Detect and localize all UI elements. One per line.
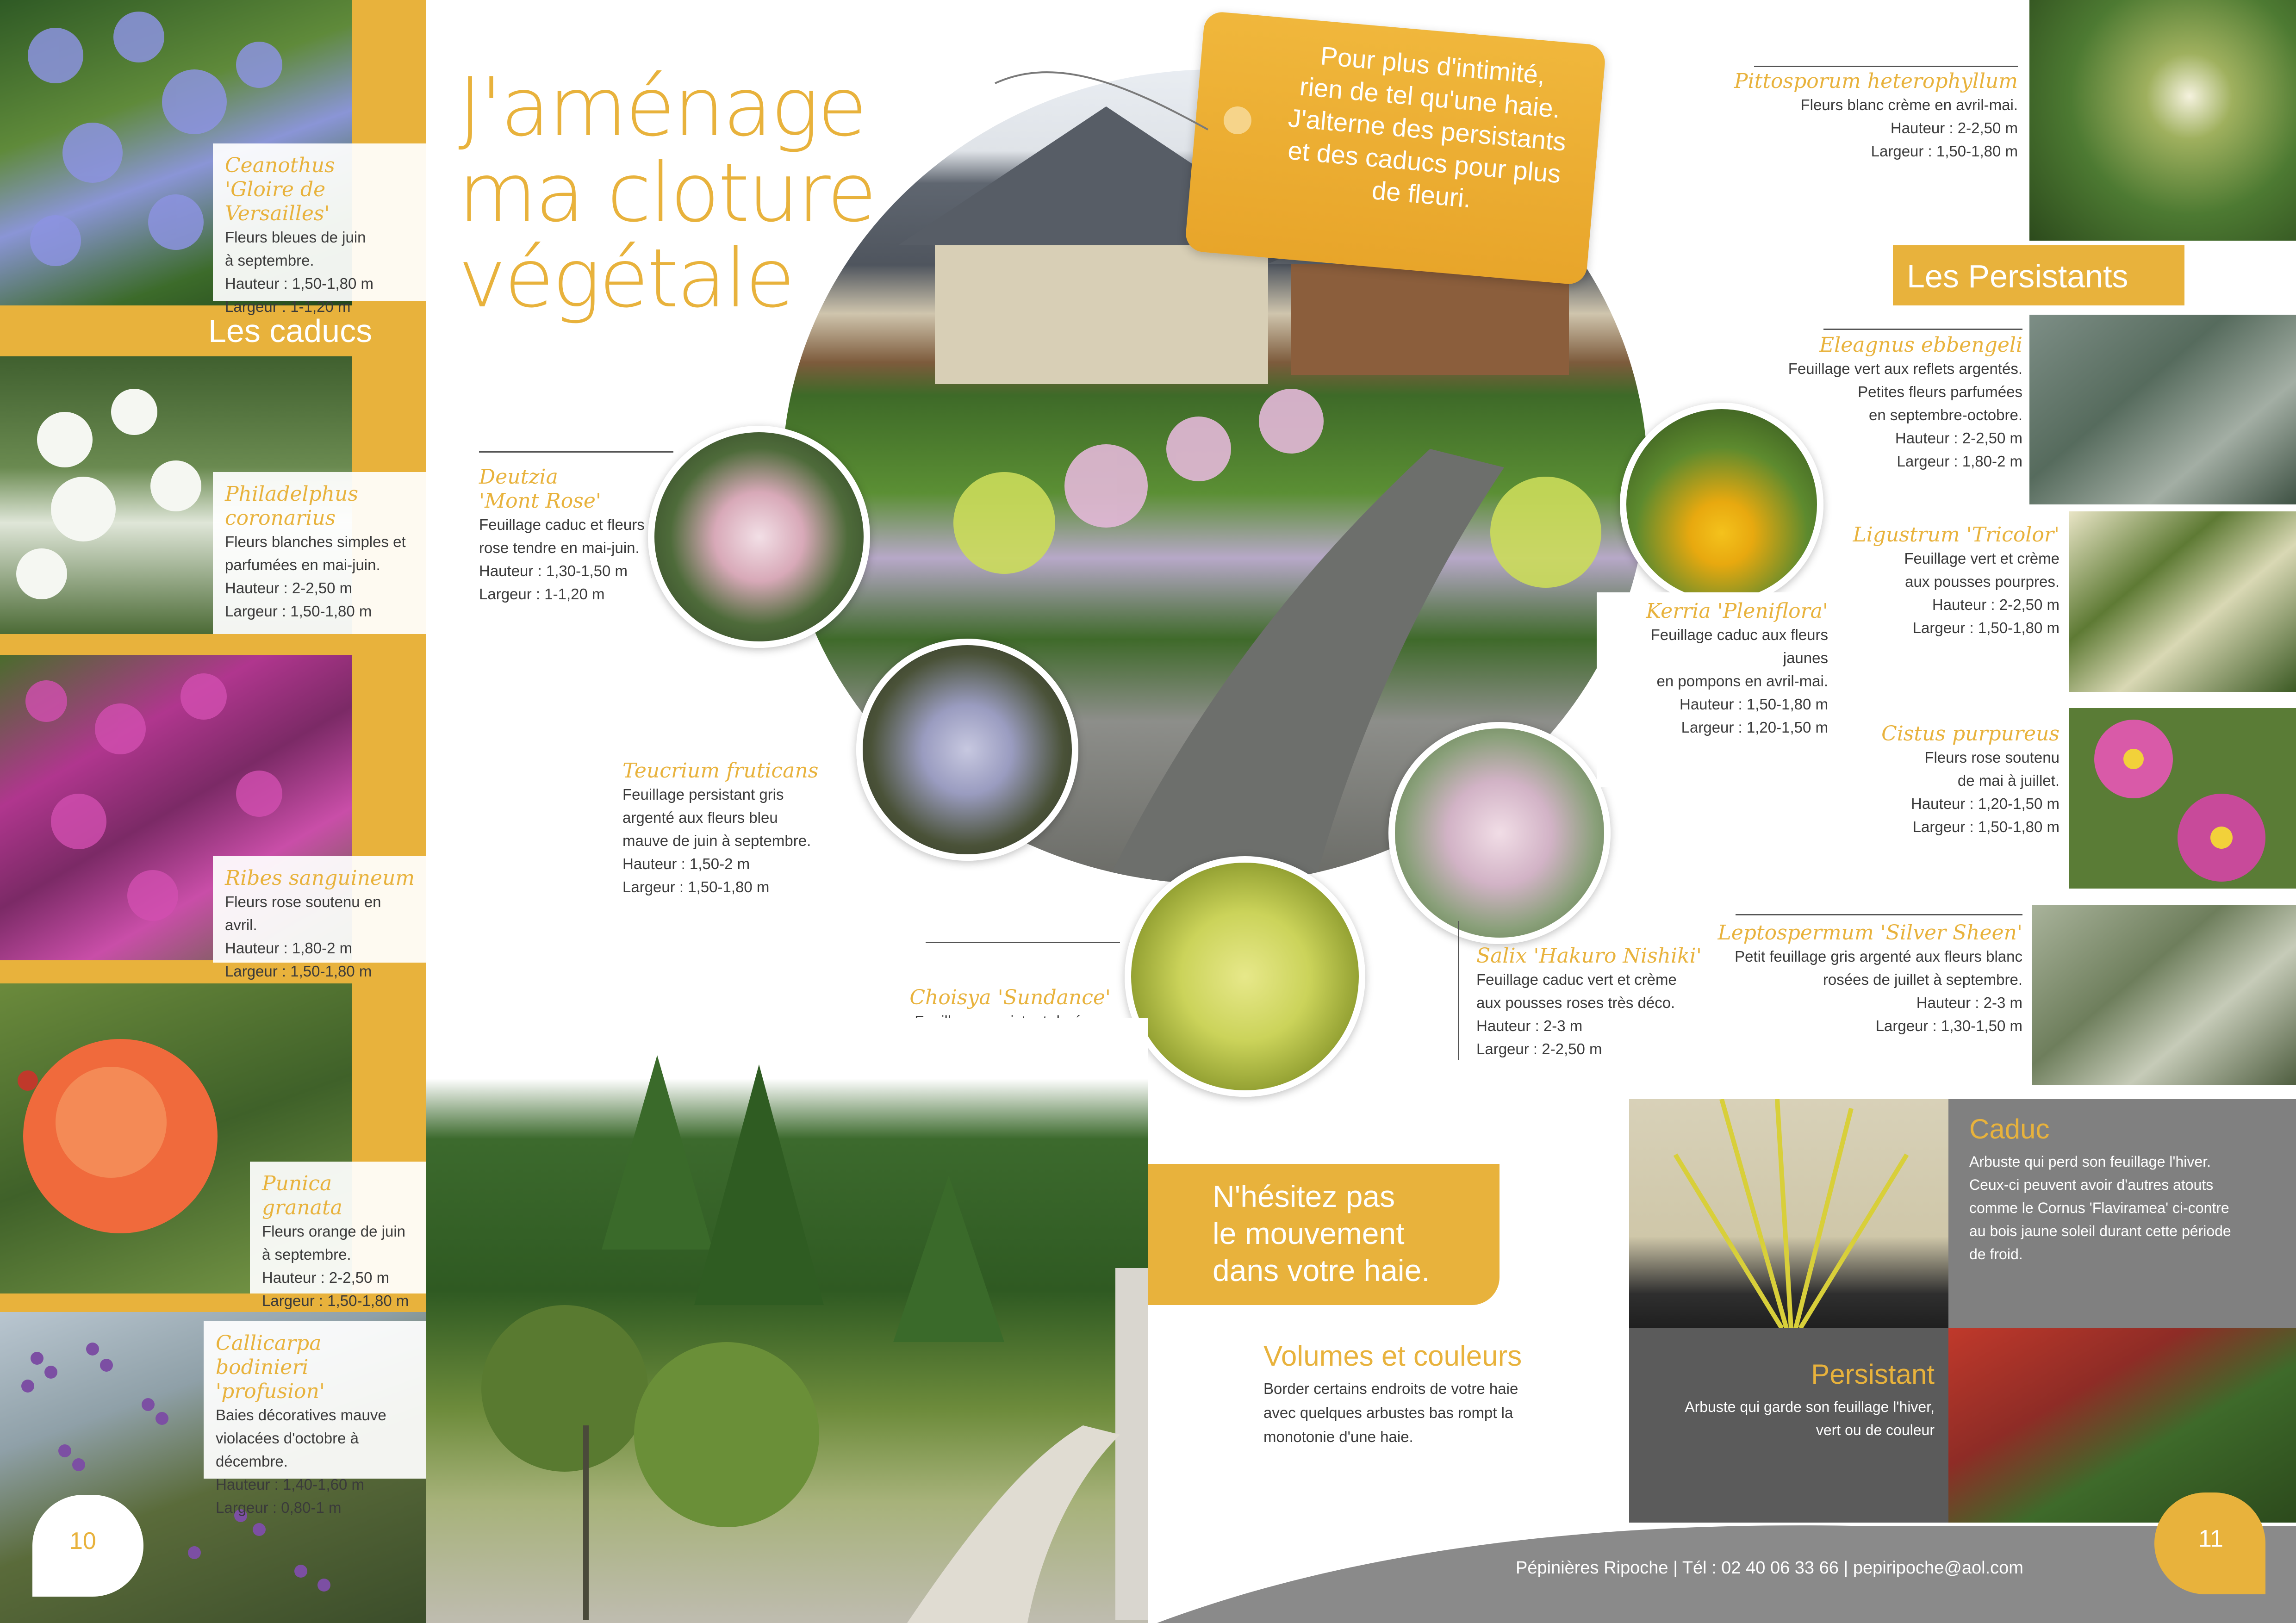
plant-description: Petit feuillage gris argenté aux fleurs blanc rosées de juillet à septembre. Hauteur : 2-3 m Largeur : 1,30-1,50 m	[1735, 948, 2022, 1034]
ligustrum-photo	[2069, 511, 2296, 692]
ribes-label	[213, 856, 426, 980]
plant-name: Deutzia 'Mont Rose'	[479, 465, 601, 513]
tag-string-graphic	[986, 56, 1217, 148]
deutzia-label	[479, 465, 673, 606]
plant-description: Fleurs rose soutenu de mai à juillet. Hauteur : 1,20-1,50 m Largeur : 1,50-1,80 m	[1910, 749, 2060, 835]
leader-line	[926, 942, 1120, 943]
tag-note-text: Pour plus d'intimité, rien de tel qu'une haie. J'alterne des persistants et des caducs pour plus de fleuri.	[1287, 41, 1568, 213]
leptospermum-photo	[2032, 905, 2296, 1085]
garden-path-graphic	[426, 1018, 1148, 1623]
cistus-label	[1782, 722, 2060, 839]
plant-name: Ceanothus 'Gloire de Versailles'	[225, 154, 335, 225]
cornus-caduc-photo	[1629, 1099, 1948, 1328]
page-number-right: 11	[2198, 1525, 2223, 1552]
volumes-text: Border certains endroits de votre haie avec quelques arbustes bas rompt la monotonie d'une haie.	[1263, 1380, 1518, 1445]
choisya-circle-photo	[1125, 856, 1365, 1097]
plant-name: Cistus purpureus	[1881, 722, 2060, 746]
plant-name: Philadelphus coronarius	[225, 482, 359, 530]
punica-label	[250, 1162, 426, 1309]
page-title	[458, 61, 875, 326]
plant-name: Ligustrum 'Tricolor'	[1853, 523, 2060, 547]
plant-name: Eleagnus ebbengeli	[1819, 333, 2022, 357]
plant-name: Leptospermum 'Silver Sheen'	[1717, 921, 2022, 945]
footer-grey-swoosh	[1157, 1470, 2296, 1623]
salix-circle-photo	[1388, 722, 1611, 944]
plant-name: Punica granata	[262, 1172, 342, 1219]
plant-name: Salix 'Hakuro Nishiki'	[1476, 944, 1702, 968]
persistant-text: Arbuste qui garde son feuillage l'hiver, vert ou de couleur	[1685, 1399, 1935, 1438]
eleagnus-label	[1712, 333, 2022, 473]
movement-tip-text: N'hésitez pas le mouvement dans votre haie.	[1213, 1179, 1430, 1287]
pittosporum-label	[1712, 69, 2018, 163]
eleagnus-photo	[2029, 315, 2296, 504]
tag-hole	[1222, 106, 1252, 136]
title-line-1: J'aménage	[458, 61, 865, 155]
plant-name: Kerria 'Pleniflora'	[1646, 599, 1828, 623]
plant-description: Baies décoratives mauve violacées d'octobre à décembre. Hauteur : 1,40-1,60 m Largeur : 0,80-1 m	[216, 1406, 386, 1516]
plant-description: Feuillage persistant gris argenté aux fleurs bleu mauve de juin à septembre. Hauteur : 1,50-2 m Largeur : 1,50-1,80 m	[622, 786, 811, 895]
plant-description: Feuillage caduc aux fleurs jaunes en pompons en avril-mai. Hauteur : 1,50-1,80 m Largeur : 1,20-1,50 m	[1650, 626, 1828, 736]
leader-line	[1754, 66, 2018, 67]
philadelphus-label	[213, 472, 426, 634]
plant-description: Feuillage caduc et fleurs rose tendre en mai-juin. Hauteur : 1,30-1,50 m Largeur : 1-1,20 m	[479, 516, 645, 603]
leptospermum-label	[1689, 921, 2022, 1038]
section-banner-caducs: Les caducs	[208, 313, 373, 349]
leader-line	[1823, 329, 2022, 330]
persistant-title: Persistant	[1811, 1359, 1935, 1390]
caduc-title: Caduc	[1969, 1113, 2050, 1144]
pittosporum-photo	[2029, 0, 2296, 241]
section-banner-persistants: Les Persistants	[1907, 258, 2128, 294]
leader-line	[1458, 921, 1459, 1060]
footer-contact: Pépinières Ripoche | Tél : 02 40 06 33 66 | pepiripoche@aol.com	[1516, 1558, 2023, 1578]
plant-name: Ribes sanguineum	[225, 866, 415, 890]
teucrium-circle-photo	[856, 639, 1078, 861]
title-line-3: végétale	[458, 232, 794, 326]
plant-description: Fleurs bleues de juin à septembre. Hauteur : 1,50-1,80 m Largeur : 1-1,20 m	[225, 229, 374, 315]
plant-name: Teucrium fruticans	[622, 759, 819, 783]
plant-description: Feuillage vert et crème aux pousses pourpres. Hauteur : 2-2,50 m Largeur : 1,50-1,80 m	[1904, 550, 2060, 636]
deutzia-circle-photo	[648, 426, 870, 648]
plant-description: Feuillage vert aux reflets argentés. Petites fleurs parfumées en septembre-octobre. Hauteur : 2-2,50 m Largeur : 1,80-2 m	[1788, 360, 2022, 470]
title-line-2: ma cloture	[458, 146, 875, 240]
leader-line	[479, 451, 673, 453]
teucrium-label	[622, 759, 845, 899]
cornus-stems-graphic	[1629, 1099, 1948, 1328]
ligustrum-label	[1782, 523, 2060, 640]
plant-description: Fleurs blanc crème en avril-mai. Hauteur : 2-2,50 m Largeur : 1,50-1,80 m	[1800, 96, 2018, 160]
cistus-flowers-graphic	[2069, 708, 2296, 889]
garden-path-photo	[426, 1018, 1148, 1623]
intimacy-tag-card	[1184, 11, 1606, 286]
plant-description: Fleurs orange de juin à septembre. Hauteur : 2-2,50 m Largeur : 1,50-1,80 m	[262, 1223, 409, 1309]
plant-description: Fleurs blanches simples et parfumées en mai-juin. Hauteur : 2-2,50 m Largeur : 1,50-1,80 m	[225, 533, 406, 620]
caduc-text: Arbuste qui perd son feuillage l'hiver. Ceux-ci peuvent avoir d'autres atouts comme le Cornus 'Flaviramea' ci-contre au bois jaune soleil durant cette période de froid.	[1969, 1153, 2231, 1262]
page-number-left: 10	[69, 1528, 96, 1555]
plant-name: Callicarpa bodinieri 'profusion'	[216, 1331, 325, 1403]
plant-description: Fleurs rose soutenu en avril. Hauteur : 1,80-2 m Largeur : 1,50-1,80 m	[225, 893, 381, 980]
plant-name: Pittosporum heterophyllum	[1734, 69, 2018, 93]
plant-description: Feuillage caduc vert et crème aux pousses roses très déco. Hauteur : 2-3 m Largeur : 2-2,50 m	[1476, 971, 1677, 1057]
plant-name: Choisya 'Sundance'	[909, 986, 1111, 1009]
ceanothus-label	[213, 143, 426, 315]
leader-line	[1736, 914, 2022, 915]
cistus-photo	[2069, 708, 2296, 889]
salix-label	[1476, 944, 1708, 1061]
volumes-title: Volumes et couleurs	[1263, 1340, 1522, 1372]
callicarpa-label	[204, 1321, 426, 1516]
